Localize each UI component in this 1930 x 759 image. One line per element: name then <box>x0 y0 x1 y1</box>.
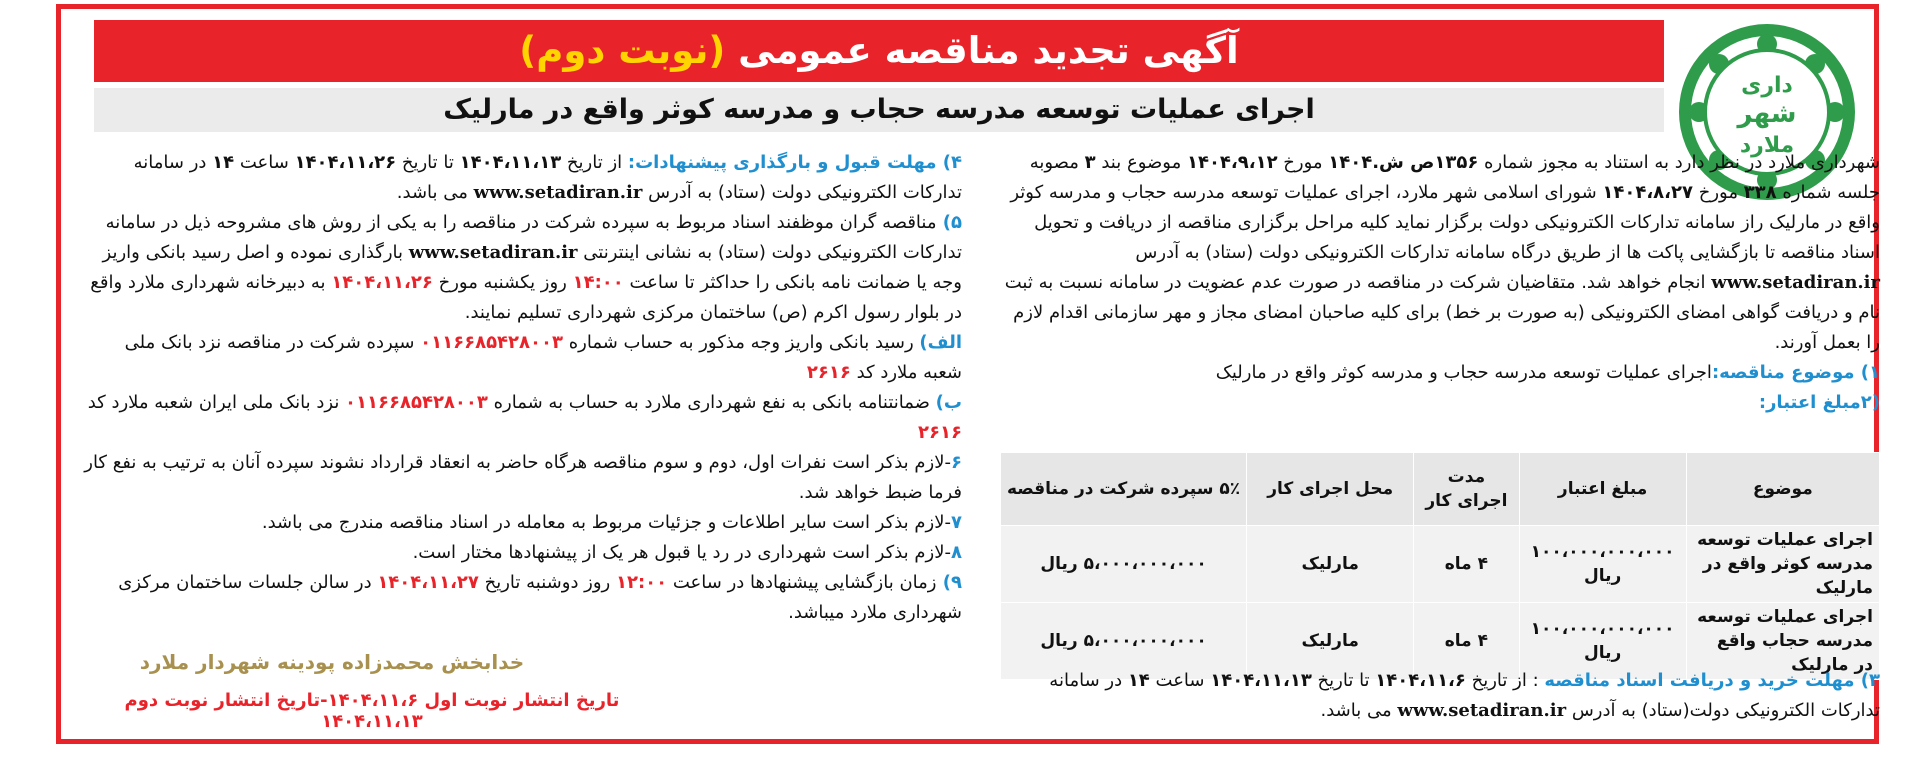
item-5b: ب) ضمانتنامه بانکی به نفع شهرداری ملارد به حساب به شماره ۰۱۱۶۶۸۵۴۲۸۰۰۳ نزد بانک ملی ایران شعبه ملارد کد ۲۶۱۶ <box>87 392 962 443</box>
cell-location: مارلیک <box>1247 526 1414 603</box>
cell-duration: ۴ ماه <box>1414 526 1519 603</box>
publication-dates: تاریخ انتشار نوبت اول ۱۴۰۴،۱۱،۶-تاریخ انتشار نوبت دوم ۱۴۰۴،۱۱،۱۳ <box>124 690 620 732</box>
cell-location: مارلیک <box>1247 603 1414 680</box>
intro-paragraph: شهرداری ملارد در نظر دارد به استناد به مجوز شماره ۱۳۵۶ص ش.۱۴۰۴ مورخ ۱۴۰۴،۹،۱۲ موضوع بند ۳ مصوبه جلسه شماره ۳۳۸ مورخ ۱۴۰۴،۸،۲۷ شورای اسلامی شهر ملارد، اجرای عملیات توسعه مدرسه حجاب و مدرسه کوثر واقع در مارلیک راز سامانه تدارکات الکترونیکی دولت برگزار نماید کلیه مراحل برگزاری مناقصه از دریافت و تحویل اسناد مناقصه تا بازگشایی پاکت ها از طریق درگاه سامانه تدارکات الکترونیکی دولت (ستاد) به آدرس www.setadiran.ir انجام خواهد شد. متقاضیان شرکت در مناقصه در صورت عدم عضویت در سامانه نسبت به ثبت نام و دریافت گواهی امضای الکترونیکی (به صورت بر خط) برای کلیه صاحبان امضای مجاز و مهر سازمانی اقدام لازم را بعمل آورند. <box>1004 152 1880 353</box>
cell-duration: ۴ ماه <box>1414 603 1519 680</box>
cell-deposit: ۵،۰۰۰،۰۰۰،۰۰۰ ریال <box>1001 603 1247 680</box>
item-7: ۷-لازم بذکر است سایر اطلاعات و جزئیات مربوط به معامله در اسناد مناقصه مندرج می باشد. <box>261 512 962 533</box>
table-row <box>1001 526 1880 603</box>
item-4: ۴) مهلت قبول و بارگذاری پیشنهادات: از تاریخ ۱۴۰۴،۱۱،۱۳ تا تاریخ ۱۴۰۴،۱۱،۲۶ ساعت ۱۴ در سامانه تدارکات الکترونیکی دولت (ستاد) به آدرس www.setadiran.ir می باشد. <box>133 152 962 203</box>
cell-subject: اجرای عملیات توسعه مدرسه حجاب واقع در مارلیک <box>1686 603 1879 680</box>
item-5a: الف) رسید بانکی واریز وجه مذکور به حساب شماره ۰۱۱۶۶۸۵۴۲۸۰۰۳ سپرده شرکت در مناقصه نزد بانک ملی شعبه ملارد کد ۲۶۱۶ <box>124 332 962 383</box>
table-header-row <box>1001 453 1880 526</box>
th-duration: مدت اجرای کار <box>1414 453 1519 526</box>
setad-url: www.setadiran.ir <box>1711 272 1880 293</box>
cell-amount: ۱۰۰،۰۰۰،۰۰۰،۰۰۰ ریال <box>1519 603 1686 680</box>
credit-table <box>1000 452 1880 680</box>
cell-subject: اجرای عملیات توسعه مدرسه کوثر واقع در مارلیک <box>1686 526 1879 603</box>
logo-text-mid: شهر <box>1737 99 1797 129</box>
title-main: آگهی تجدید مناقصه عمومی <box>725 29 1239 72</box>
right-column <box>1000 148 1880 418</box>
item-2: (۲مبلغ اعتبار: <box>1758 392 1880 413</box>
item-8: ۸-لازم بذکر است شهرداری در رد یا قبول هر یک از پیشنهادها مختار است. <box>412 542 962 563</box>
th-amount: مبلغ اعتبار <box>1519 453 1686 526</box>
item-3: ۳) مهلت خرید و دریافت اسناد مناقصه : از تاریخ ۱۴۰۴،۱۱،۶ تا تاریخ ۱۴۰۴،۱۱،۱۳ ساعت ۱۴ در سامانه تدارکات الکترونیکی دولت(ستاد) به آدرس www.setadiran.ir می باشد. <box>1049 670 1880 721</box>
logo-text-bottom: ملارد <box>1739 133 1795 158</box>
item-1: ۱) موضوع مناقصه:اجرای عملیات توسعه مدرسه حجاب و مدرسه کوثر واقع در مارلیک <box>1215 362 1880 383</box>
item-5: ۵) مناقصه گران موظفند اسناد مربوط به سپرده شرکت در مناقصه را به یکی از روش های مشروحه ذیل در سامانه تدارکات الکترونیکی دولت (ستاد) به نشانی اینترنتی www.setadiran.ir بارگذاری نموده و اصل رسید بانکی واریز وجه یا ضمانت نامه بانکی را حداکثر تا ساعت ۱۴:۰۰ روز یکشنبه مورخ ۱۴۰۴،۱۱،۲۶ به دبیرخانه شهرداری ملارد واقع در بلوار رسول اکرم (ص) ساختمان مرکزی شهرداری تسلیم نمایند. <box>90 212 962 323</box>
notice-subtitle: اجرای عملیات توسعه مدرسه حجاب و مدرسه کوثر واقع در مارلیک <box>94 88 1664 132</box>
title-round: (نوبت دوم) <box>519 29 726 72</box>
th-deposit: ۵٪ سپرده شرکت در مناقصه <box>1001 453 1247 526</box>
cell-deposit: ۵،۰۰۰،۰۰۰،۰۰۰ ریال <box>1001 526 1247 603</box>
logo-text-top: داری <box>1741 73 1793 98</box>
left-column <box>82 148 962 628</box>
th-location: محل اجرای کار <box>1247 453 1414 526</box>
th-subject: موضوع <box>1686 453 1879 526</box>
item-6: ۶-لازم بذکر است نفرات اول، دوم و سوم مناقصه هرگاه حاضر به انعقاد قرارداد نشوند سپرده آنان به ترتیب به نفع کار فرما ضبط خواهد شد. <box>84 452 962 503</box>
mayor-signature: خدابخش محمدزاده پودینه شهردار ملارد <box>139 650 525 674</box>
notice-title <box>94 20 1664 82</box>
cell-amount: ۱۰۰،۰۰۰،۰۰۰،۰۰۰ ریال <box>1519 526 1686 603</box>
item-9: ۹) زمان بازگشایی پیشنهادها در ساعت ۱۲:۰۰ روز دوشنبه تاریخ ۱۴۰۴،۱۱،۲۷ در سالن جلسات ساختمان مرکزی شهرداری ملارد میباشد. <box>118 572 962 623</box>
